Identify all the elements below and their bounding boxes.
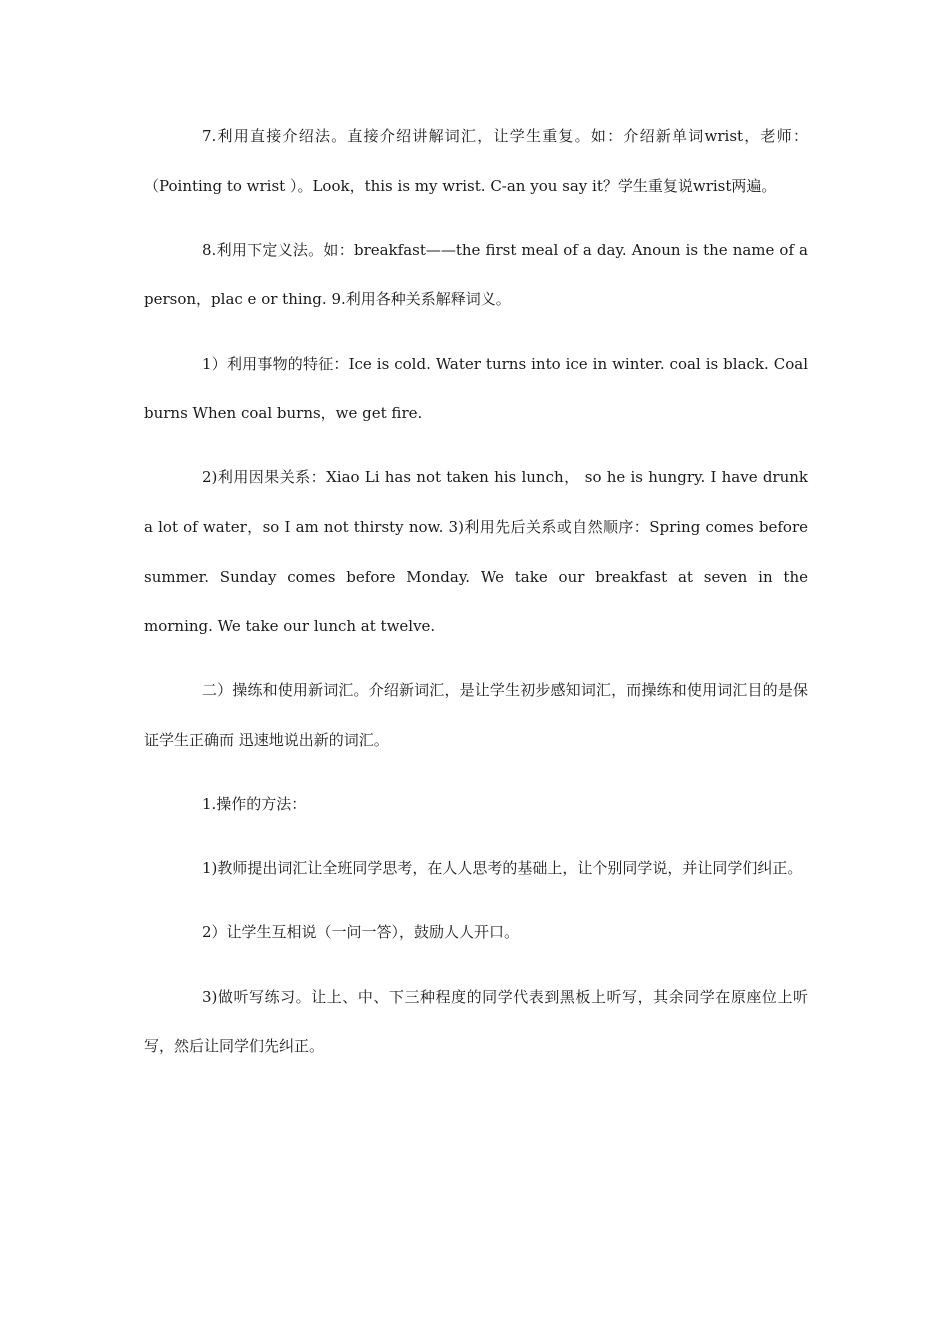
paragraph-direct-introduction: 7.利用直接介绍法。直接介绍讲解词汇，让学生重复。如：介绍新单词wrist，老师：（Pointing to wrist ）。Look，this is my wrist. C-an you say it？学生重复说wrist两遍。 xyxy=(144,127,808,195)
document-body xyxy=(144,112,808,1072)
paragraph-method-2: 2）让学生互相说（一问一答），鼓励人人开口。 xyxy=(202,923,520,942)
paragraph-practice-vocabulary: 二）操练和使用新词汇。介绍新词汇，是让学生初步感知词汇，而操练和使用词汇目的是保证学生正确而 迅速地说出新的词汇。 xyxy=(144,681,808,749)
paragraph-methods-heading: 1.操作的方法： xyxy=(202,795,307,814)
paragraph-method-3: 3)做听写练习。让上、中、下三种程度的同学代表到黑板上听写，其余同学在原座位上听写，然后让同学们先纠正。 xyxy=(144,987,808,1056)
paragraph-cause-sequence-relation: 2)利用因果关系：Xiao Li has not taken his lunch， so he is hungry. I have drunk a lot of water，so I am not thirsty now. 3)利用先后关系或自然顺序：Spring comes before summer. Sunday comes before Monday. We take our breakfast at seven in the morning. We take our lunch at twelve. xyxy=(144,468,808,636)
paragraph-feature-relation: 1）利用事物的特征：Ice is cold. Water turns into ice in winter. coal is black. Coal burns When coal burns，we get fire. xyxy=(144,354,808,423)
paragraph-definition-method: 8.利用下定义法。如：breakfast——the first meal of a day. Anoun is the name of a person，plac e or thing. 9.利用各种关系解释词义。 xyxy=(144,240,808,309)
paragraph-method-1: 1)教师提出词汇让全班同学思考，在人人思考的基础上，让个别同学说，并让同学们纠正。 xyxy=(202,859,803,878)
